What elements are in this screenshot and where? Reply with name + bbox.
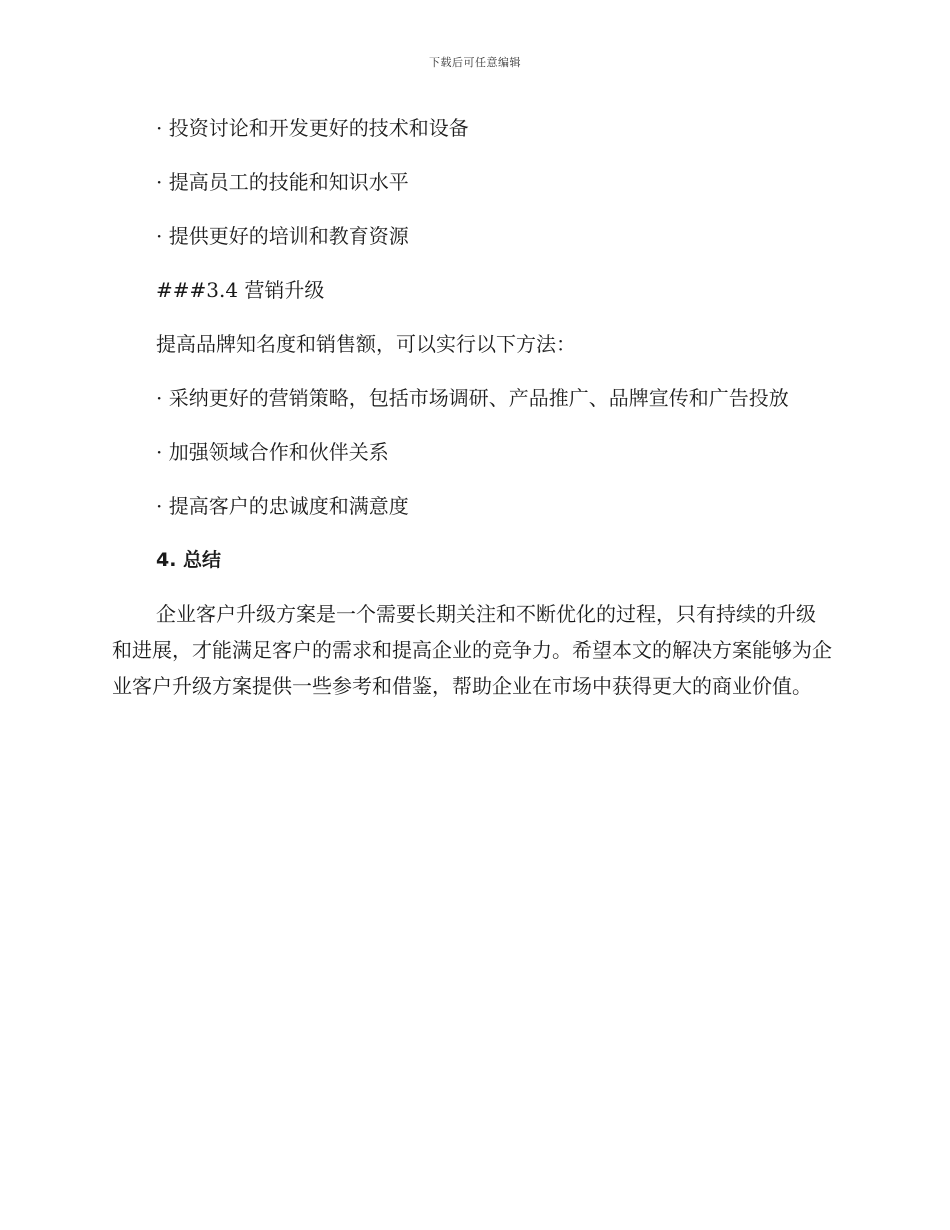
bullet-item: · 加强领域合作和伙伴关系: [156, 440, 389, 464]
document-body: [112, 110, 832, 704]
bullet-item: · 投资讨论和开发更好的技术和设备: [156, 116, 469, 140]
section-subheading: ###3.4 营销升级: [156, 278, 325, 302]
bullet-item: · 提高员工的技能和知识水平: [156, 170, 409, 194]
summary-paragraph: 企业客户升级方案是一个需要长期关注和不断优化的过程，只有持续的升级和进展，才能满足客户的需求和提高企业的竞争力。希望本文的解决方案能够为企业客户升级方案提供一些参考和借鉴，帮助企业在市场中获得更大的商业价值。: [112, 602, 832, 698]
section-heading: 4. 总结: [156, 549, 222, 571]
bullet-item: · 提供更好的培训和教育资源: [156, 224, 409, 248]
bullet-item: · 提高客户的忠诚度和满意度: [156, 494, 409, 518]
page-header: 下载后可任意编辑: [429, 56, 521, 69]
bullet-item: · 采纳更好的营销策略，包括市场调研、产品推广、品牌宣传和广告投放: [156, 386, 789, 410]
section-intro: 提高品牌知名度和销售额，可以实行以下方法：: [156, 332, 576, 356]
